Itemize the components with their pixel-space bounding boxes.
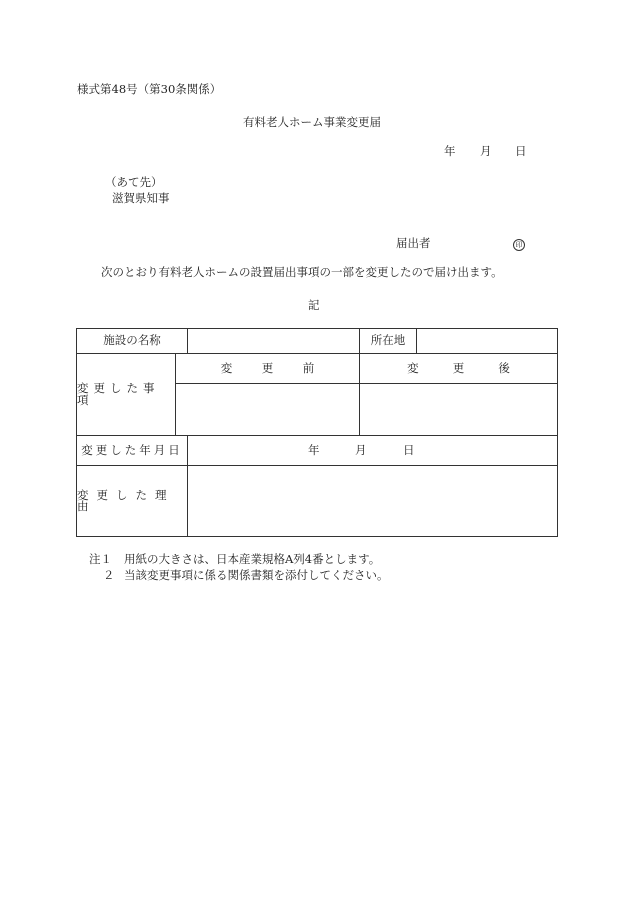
reason-label-cell [77, 466, 188, 537]
before-header: 変 更 前 [220, 360, 315, 375]
change-date-label: 変更した年月日 [81, 442, 183, 457]
facility-name-label: 施設の名称 [103, 333, 161, 348]
facility-name-label-cell [77, 329, 188, 354]
seal-icon: 印 [513, 239, 525, 251]
changed-items-label-cell [77, 354, 176, 436]
change-date-day: 日 [403, 442, 415, 457]
location-label: 所在地 [370, 333, 406, 348]
reason-label: 変更した理由 [77, 487, 175, 513]
statement: 次のとおり有料老人ホームの設置届出事項の一部を変更したので届け出ます。 [101, 265, 503, 279]
date-year: 年 [444, 144, 456, 158]
after-value-input[interactable] [360, 384, 558, 436]
change-form-table [76, 328, 558, 537]
date-month: 月 [480, 144, 492, 158]
note-1-text: 用紙の大きさは、日本産業規格A列4番とします。 [124, 552, 381, 566]
location-input[interactable] [417, 329, 558, 354]
date-day: 日 [515, 144, 527, 158]
reason-input[interactable] [188, 466, 558, 537]
seal-mark [513, 238, 525, 251]
note-2-prefix: ２ [103, 568, 115, 582]
after-header-cell [360, 354, 558, 384]
change-date-label-cell [77, 436, 188, 466]
note-2-text: 当該変更事項に係る関係書類を添付してください。 [124, 568, 389, 582]
addressee-name: 滋賀県知事 [112, 191, 170, 205]
change-date-year: 年 [308, 442, 320, 457]
note-1-prefix: 注１ [89, 552, 112, 566]
changed-items-label: 変更した事項 [77, 381, 160, 407]
addressee-label: （あて先） [105, 175, 163, 189]
location-label-cell [360, 329, 417, 354]
page-title: 有料老人ホーム事業変更届 [243, 115, 381, 129]
before-header-cell [176, 354, 360, 384]
submitter-label: 届出者 [396, 236, 431, 250]
before-value-input[interactable] [176, 384, 360, 436]
change-date-input[interactable] [188, 436, 558, 466]
facility-name-input[interactable] [188, 329, 360, 354]
form-number: 様式第48号（第30条関係） [77, 82, 222, 96]
after-header: 変 更 後 [407, 360, 510, 375]
ki-mark: 記 [308, 298, 320, 312]
change-date-month: 月 [355, 442, 367, 457]
